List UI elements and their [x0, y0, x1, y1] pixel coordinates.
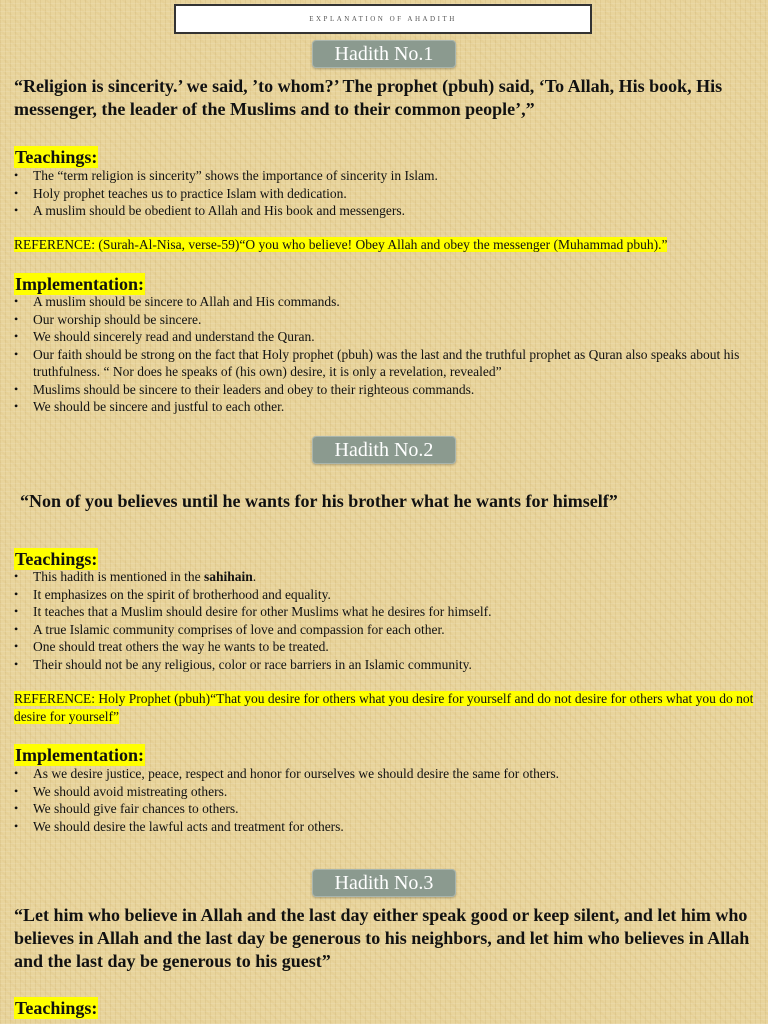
list-item: • A muslim should be sincere to Allah and His commands.	[14, 293, 754, 311]
list-item: • It teaches that a Muslim should desire for other Muslims what he desires for himself.	[14, 603, 754, 621]
hadith-1-reference-text: REFERENCE: (Surah-Al-Nisa, verse-59)“O you who believe! Obey Allah and obey the messenger (Muhammad pbuh).”	[14, 237, 668, 252]
list-item: • One should treat others the way he wants to be treated.	[14, 638, 754, 656]
hadith-2-reference-text: REFERENCE: Holy Prophet (pbuh)“That you desire for others what you desire for yourself and do not desire for others what you do not desire for yourself”	[14, 691, 754, 724]
hadith-2-teachings-heading: Teachings:	[15, 549, 98, 569]
hadith-2-quote: “Non of you believes until he wants for his brother what he wants for himself”	[20, 491, 618, 511]
hadith-1-reference	[14, 236, 754, 254]
hadith-2-implementation-list	[14, 765, 754, 835]
hadith-2-badge: Hadith No.2	[312, 436, 456, 464]
list-item: • We should desire the lawful acts and treatment for others.	[14, 818, 754, 836]
hadith-2-reference	[14, 690, 754, 725]
list-item: • We should give fair chances to others.	[14, 800, 754, 818]
list-item-text-end: .	[252, 569, 257, 584]
hadith-3-teachings-heading: Teachings:	[15, 998, 98, 1018]
list-item: • As we desire justice, peace, respect and honor for ourselves we should desire the same for others.	[14, 765, 754, 783]
list-item: • Their should not be any religious, color or race barriers in an Islamic community.	[14, 656, 754, 674]
list-item: • We should avoid mistreating others.	[14, 783, 754, 801]
hadith-1-quote: “Religion is sincerity.’ we said, ’to whom?’ The prophet (pbuh) said, ‘To Allah, His book, His messenger, the leader of the Muslims and to their common people’,”	[14, 76, 723, 119]
list-item	[14, 568, 754, 586]
document-title: EXPLANATION OF AHADITH	[174, 4, 592, 34]
hadith-3-quote: “Let him who believe in Allah and the last day either speak good or keep silent, and let him who believes in Allah and the last day be generous to his neighbors, and let him who believes in Allah and the last day be generous to his guest”	[14, 905, 750, 971]
hadith-1-teachings-list	[14, 167, 754, 220]
list-item: • We should sincerely read and understand the Quran.	[14, 328, 754, 346]
list-item: • We should be sincere and justful to each other.	[14, 398, 754, 416]
hadith-1-implementation-list	[14, 293, 754, 416]
list-item: • It emphasizes on the spirit of brotherhood and equality.	[14, 586, 754, 604]
list-item: • Our faith should be strong on the fact that Holy prophet (pbuh) was the last and the truthful prophet as Quran also speaks about his truthfulness. “ Nor does he speaks of (his own) desire, it is only a revelation, revealed”	[14, 346, 754, 381]
hadith-1-teachings-heading: Teachings:	[15, 147, 98, 167]
emphasis-text: sahihain	[203, 569, 253, 584]
list-item: • Muslims should be sincere to their leaders and obey to their righteous commands.	[14, 381, 754, 399]
hadith-3-badge: Hadith No.3	[312, 869, 456, 897]
list-item: • A muslim should be obedient to Allah and His book and messengers.	[14, 202, 754, 220]
hadith-1-badge: Hadith No.1	[312, 40, 456, 68]
hadith-2-teachings-list	[14, 568, 754, 673]
list-item: • Our worship should be sincere.	[14, 311, 754, 329]
list-item: • The “term religion is sincerity” shows the importance of sincerity in Islam.	[14, 167, 754, 185]
list-item: • Holy prophet teaches us to practice Islam with dedication.	[14, 185, 754, 203]
list-item-text: This hadith is mentioned in the	[33, 569, 204, 584]
hadith-2-implementation-heading: Implementation:	[15, 745, 144, 765]
list-item: • A true Islamic community comprises of love and compassion for each other.	[14, 621, 754, 639]
hadith-1-implementation-heading: Implementation:	[15, 274, 144, 294]
